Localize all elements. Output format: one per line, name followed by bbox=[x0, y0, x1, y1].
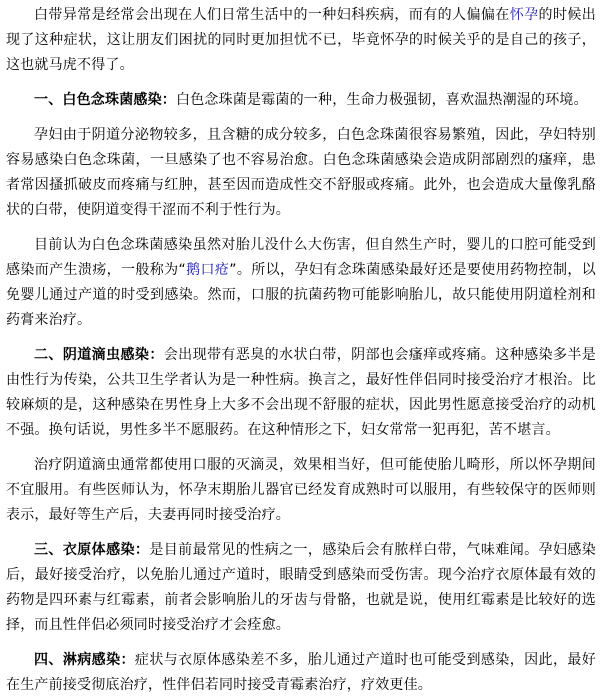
paragraph-candida-treatment bbox=[6, 233, 596, 333]
section-heading: 二、阴道滴虫感染： bbox=[34, 347, 164, 363]
paragraph-text: 目前认为白色念珠菌感染虽然对胎儿没什么大伤害，但自然生产时，婴儿的口腔可能受到感染而产生溃疡，一般称为“ bbox=[6, 237, 596, 278]
paragraph-candida-detail: 孕妇由于阴道分泌物较多，且含糖的成分较多，白色念珠菌很容易繁殖，因此，孕妇特别容易感染白色念珠菌，一旦感染了也不容易治愈。白色念珠菌感染会造成阴部剧烈的瘙痒，患者常因搔抓破皮而疼痛与红肿，甚至因而造成性交不舒服或疼痛。此外，也会造成大量像乳酪状的白带，使阴道变得干涩而不利于性行为。 bbox=[6, 127, 596, 218]
section-chlamydia bbox=[6, 538, 596, 638]
link-thrush[interactable]: 鹅口疮 bbox=[185, 262, 230, 278]
section-heading: 一、白色念珠菌感染： bbox=[34, 92, 176, 108]
section-text: 症状与衣原体感染差不多，胎儿通过产道时也可能受到感染，因此，最好在生产前接受彻底治疗，性伴侣若同时接受青霉素治疗，疗效更佳。 bbox=[6, 652, 596, 693]
section-heading: 四、淋病感染： bbox=[34, 652, 135, 668]
paragraph-trichomonas-treatment: 治疗阴道滴虫通常都使用口服的灭滴灵，效果相当好，但可能使胎儿畸形，所以怀孕期间不宜服用。有些医师认为，怀孕末期胎儿器官已经发育成熟时可以服用，有些较保守的医师则表示，最好等生产后，夫妻再同时接受治疗。 bbox=[6, 457, 596, 523]
section-trichomonas bbox=[6, 343, 596, 443]
intro-paragraph bbox=[6, 3, 596, 78]
section-candida bbox=[6, 88, 596, 113]
link-pregnancy[interactable]: 怀孕 bbox=[509, 7, 539, 23]
section-text: 会出现带有恶臭的水状白带，阴部也会瘙痒或疼痛。这种感染多半是由性行为传染，公共卫生学者认为是一种性病。换言之，最好性伴侣同时接受治疗才根治。比较麻烦的是，这种感染在男性身上大多不会出现不舒服的症状，因此男性愿意接受治疗的动机不强。换句话说，男性多半不愿服药。在这种情形之下，妇女常常一犯再犯，苦不堪言。 bbox=[6, 347, 596, 438]
paragraph-text-cont: ”。所以，孕妇有念珠菌感染最好还是要使用药物控制，以免婴儿通过产道的时受到感染。然而，口服的抗菌药物可能影响胎儿，故只能使用阴道栓剂和药膏来治疗。 bbox=[6, 262, 597, 328]
section-text: 是目前最常见的性病之一，感染后会有脓样白带，气味难闻。孕妇感染后，最好接受治疗，以免胎儿通过产道时，眼睛受到感染而受伤害。现今治疗衣原体最有效的药物是四环素与红霉素，前者会影响胎儿的牙齿与骨骼，也就是说，使用红霉素是比较好的选择，而且性伴侣必须同时接受治疗才会痊愈。 bbox=[6, 542, 596, 633]
section-text: 白色念珠菌是霉菌的一种，生命力极强韧，喜欢温热潮湿的环境。 bbox=[176, 92, 588, 108]
intro-text: 白带异常是经常会出现在人们日常生活中的一种妇科疾病，而有的人偏偏在 bbox=[34, 7, 510, 23]
section-heading: 三、衣原体感染： bbox=[34, 542, 150, 558]
intro-text-cont: 的时候出现了这种症状，这让朋友们困扰的同时更加担忧不已，毕竟怀孕的时候关乎的是自己的孩子，这也就马虎不得了。 bbox=[6, 7, 596, 73]
section-gonorrhea bbox=[6, 648, 596, 698]
